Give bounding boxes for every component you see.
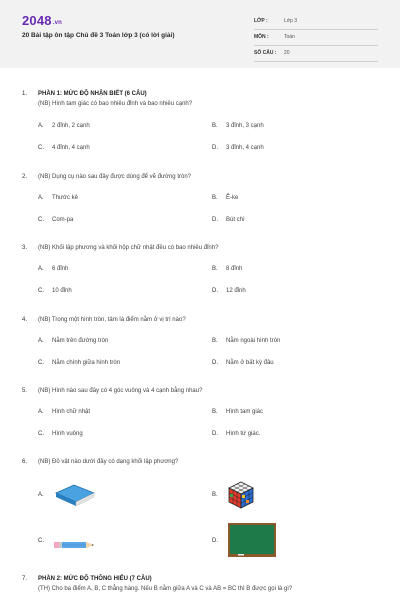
chalkboard-icon[interactable] (228, 523, 276, 562)
question-number: 4. (22, 317, 28, 323)
question-text: (NB) Dụng cụ nào sau đây được dùng để vẽ đường tròn? (38, 174, 191, 180)
option-c[interactable]: C. 4 đỉnh, 4 cạnh (38, 145, 90, 151)
worksheet-meta (254, 15, 378, 63)
question-text: (NB) Đồ vật nào dưới đây có dạng khối lập phương? (38, 459, 179, 465)
meta-subject-row (254, 31, 378, 46)
option-d[interactable]: D. 12 đỉnh (212, 288, 246, 294)
rubiks-cube-icon[interactable] (228, 481, 254, 514)
question-5 (22, 388, 382, 438)
question-number: 6. (22, 459, 28, 465)
option-c[interactable]: C. Com-pa (38, 217, 74, 223)
question-6 (22, 459, 382, 564)
option-a[interactable]: A. Hình chữ nhật (38, 409, 91, 415)
option-c[interactable]: C. 10 đỉnh (38, 288, 72, 294)
option-a[interactable]: A. 2 đỉnh, 2 cạnh (38, 123, 90, 129)
option-b[interactable]: B. 3 đỉnh, 3 cạnh (212, 123, 264, 129)
question-number: 1. (22, 91, 28, 97)
option-a-letter: A. (38, 492, 44, 498)
question-text: (NB) Trong một hình tròn, tâm là điểm nằm ở vị trí nào? (38, 317, 186, 323)
question-number: 2. (22, 174, 28, 180)
question-text: (TH) Cho ba điểm A, B, C thẳng hàng. Nếu B nằm giữa A và C và AB = BC thì B được gọi là gì? (38, 586, 293, 592)
meta-value: Toán (284, 34, 295, 40)
option-a[interactable]: A. 6 đỉnh (38, 266, 69, 272)
question-text: (NB) Khối lập phương và khối hộp chữ nhật đều có bao nhiêu đỉnh? (38, 245, 219, 251)
option-b[interactable]: B. Ê-ke (212, 195, 239, 201)
option-b-letter: B. (212, 492, 218, 498)
question-number: 5. (22, 388, 28, 394)
worksheet-header (0, 0, 400, 68)
site-logo[interactable]: 2048.vn (22, 13, 63, 28)
question-number: 7. (22, 576, 28, 582)
meta-label: SỐ CÂU : (254, 50, 277, 56)
option-d[interactable]: D. Nằm ở bất kỳ đâu (212, 360, 274, 366)
meta-count-row (254, 47, 378, 62)
section-heading: PHẦN 2: MỨC ĐỘ THÔNG HIỂU (7 CÂU) (38, 576, 152, 582)
option-c[interactable]: C. Nằm chính giữa hình tròn (38, 360, 121, 366)
question-2 (22, 174, 382, 224)
option-b[interactable]: B. Hình tam giác (212, 409, 264, 415)
option-c[interactable]: C. Hình vuông (38, 431, 83, 437)
option-c-letter: C. (38, 538, 44, 544)
question-text: (NB) Hình tam giác có bao nhiêu đỉnh và bao nhiêu cạnh? (38, 101, 193, 107)
worksheet-title: 20 Bài tập ôn tập Chủ đề 3 Toán lớp 3 (có lời giải) (22, 32, 175, 39)
question-number: 3. (22, 245, 28, 251)
option-d[interactable]: D. 3 đỉnh, 4 cạnh (212, 145, 264, 151)
question-1 (22, 91, 382, 151)
question-7 (22, 576, 382, 598)
option-b[interactable]: B. Nằm ngoài hình tròn (212, 338, 281, 344)
meta-value: 20 (284, 50, 290, 56)
meta-label: MÔN : (254, 34, 269, 40)
option-d[interactable]: D. Bút chì (212, 217, 245, 223)
meta-class-row (254, 15, 378, 30)
pencil-icon[interactable] (54, 537, 96, 555)
book-icon[interactable] (54, 483, 96, 512)
question-3 (22, 245, 382, 295)
meta-value: Lớp 3 (284, 18, 298, 24)
option-a[interactable]: A. Thước kẻ (38, 195, 78, 201)
meta-label: LỚP : (254, 18, 268, 24)
option-d-letter: D. (212, 538, 218, 544)
section-heading: PHẦN 1: MỨC ĐỘ NHẬN BIẾT (6 CÂU) (38, 91, 147, 97)
question-text: (NB) Hình nào sau đây có 4 góc vuông và 4 cạnh bằng nhau? (38, 388, 203, 394)
option-d[interactable]: D. Hình tứ giác. (212, 431, 261, 437)
question-4 (22, 317, 382, 367)
option-b[interactable]: B. 8 đỉnh (212, 266, 243, 272)
option-a[interactable]: A. Nằm trên đường tròn (38, 338, 109, 344)
